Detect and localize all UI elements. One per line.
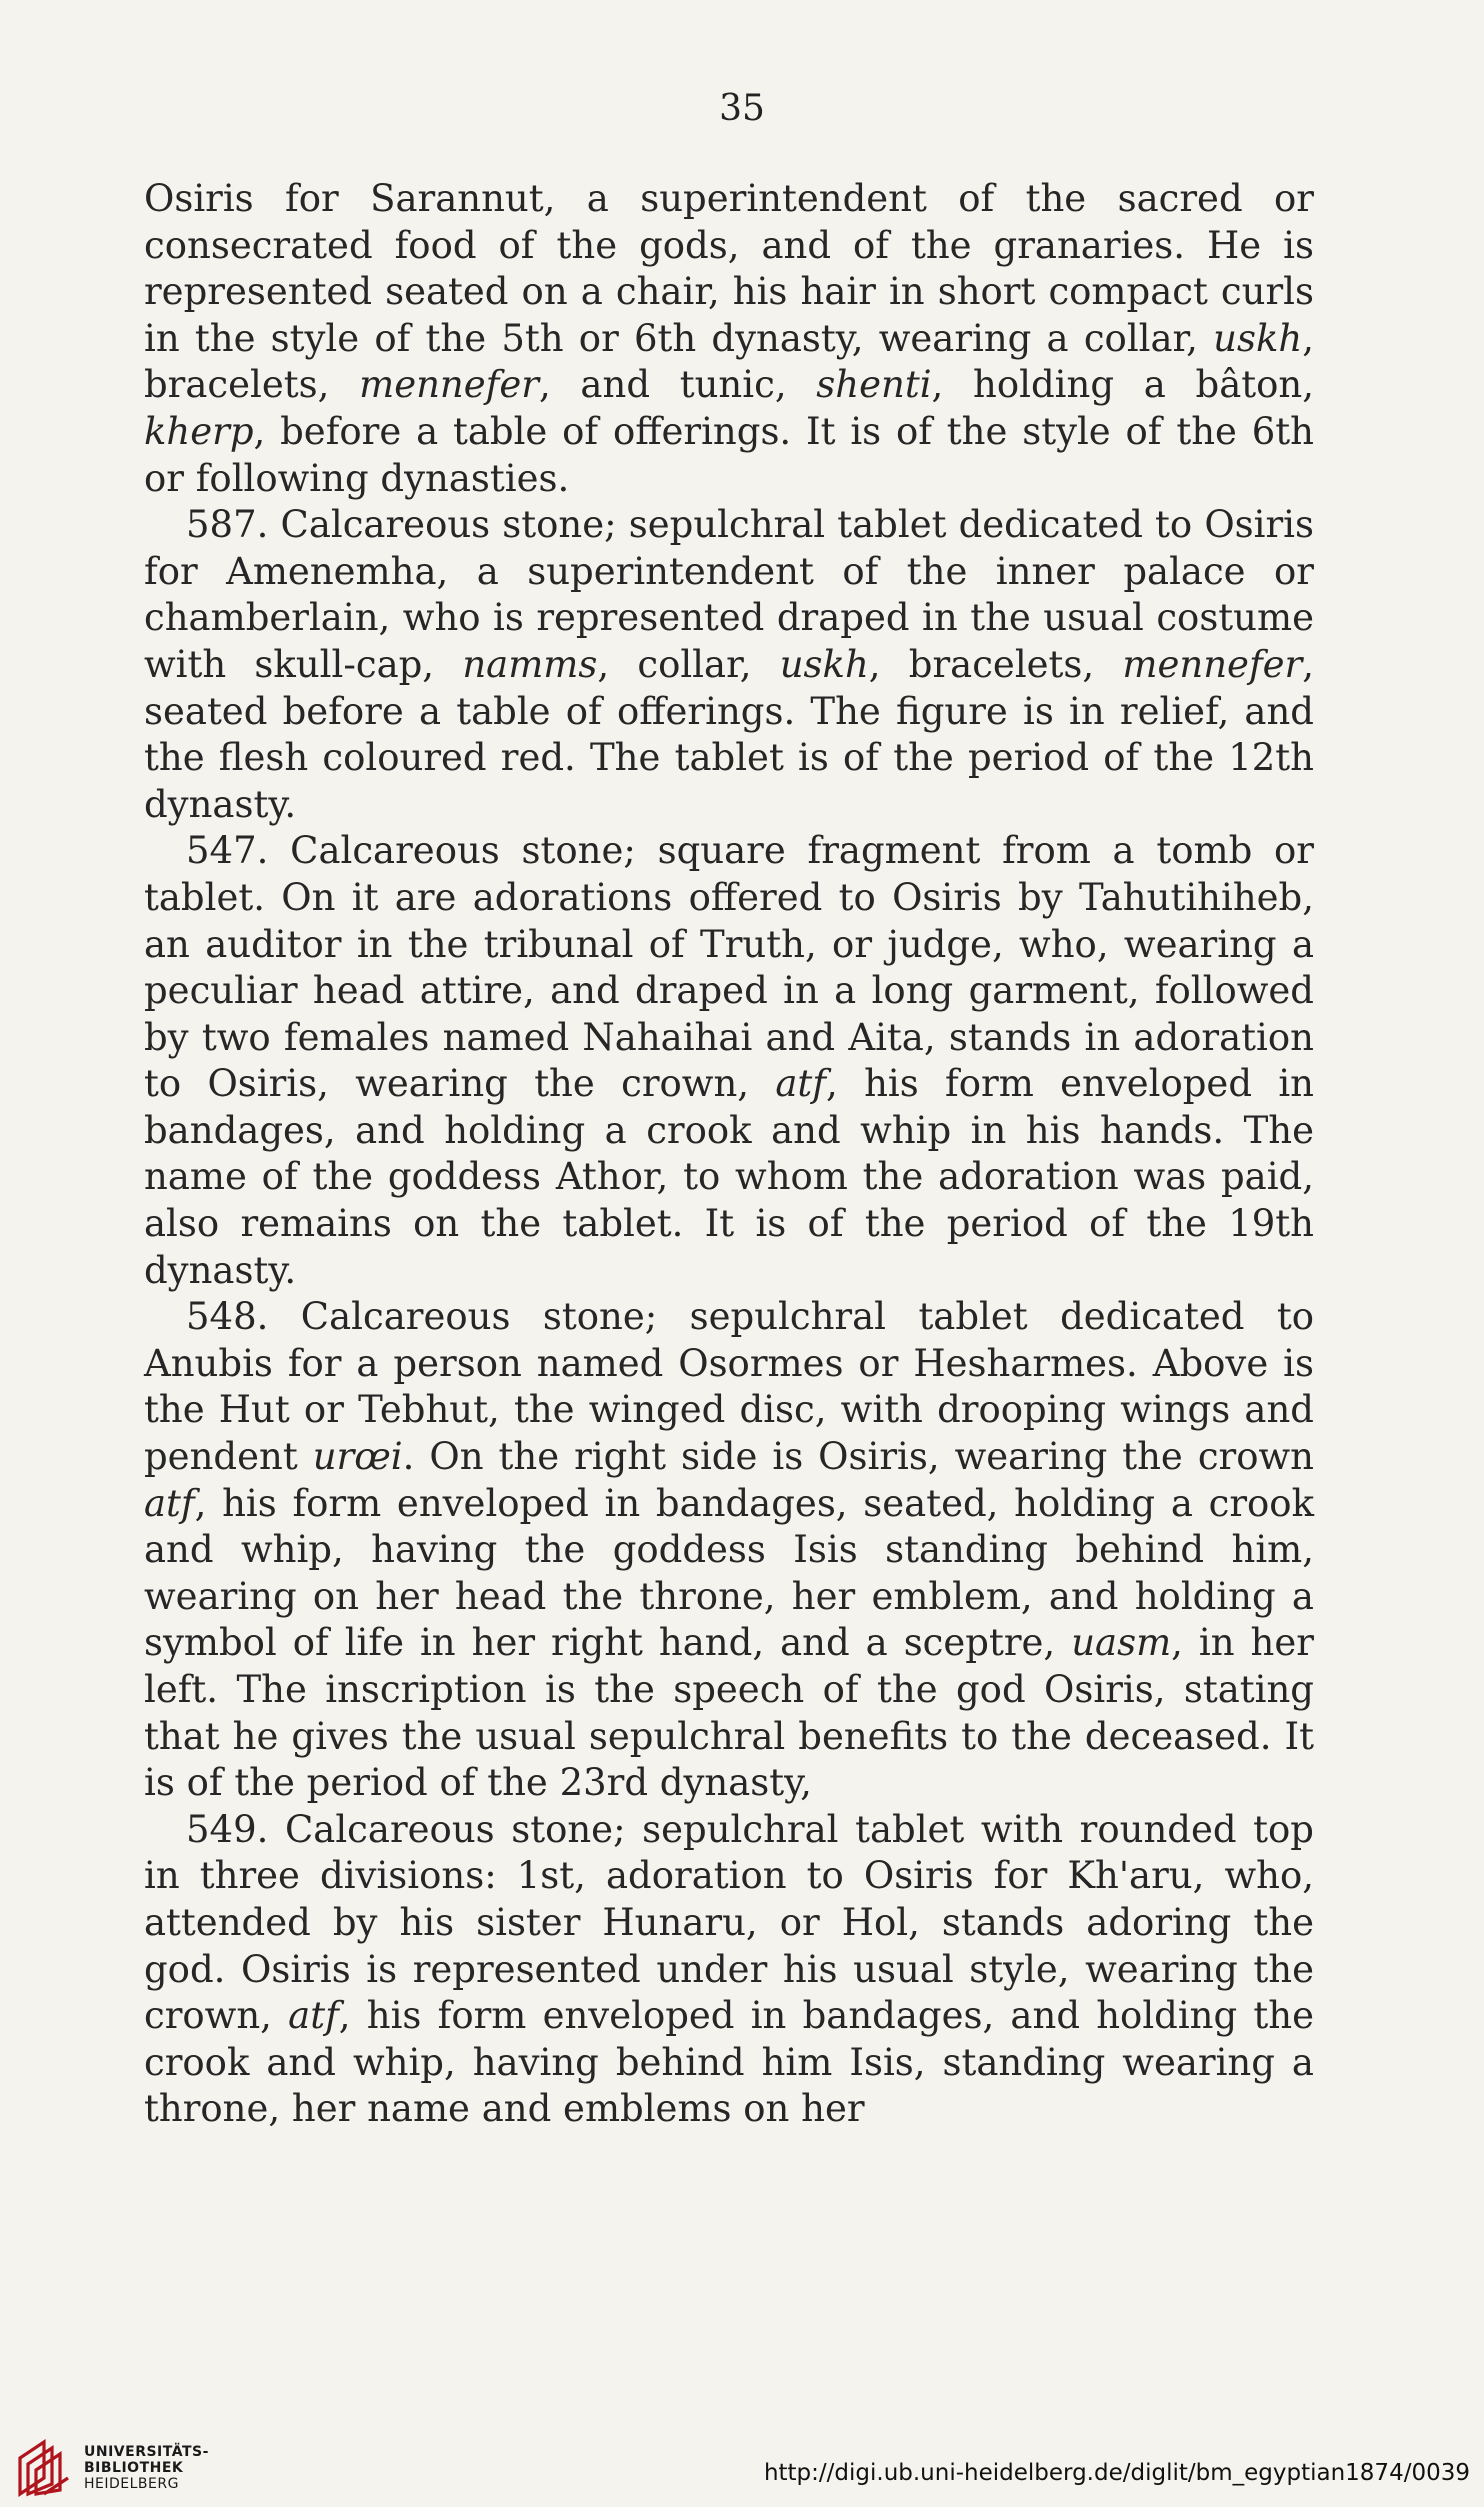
- text-run: , his form enveloped in bandages, and holding the crook and whip, having behind him Isis, standing wearing a throne, her name and emblems on her: [144, 1994, 1314, 2131]
- paragraph-continuation: [144, 176, 1314, 502]
- source-url-link[interactable]: http://digi.ub.uni-heidelberg.de/diglit/bm_egyptian1874/0039: [763, 2460, 1470, 2486]
- italic-term: uskh: [779, 642, 869, 686]
- text-run: , holding a bâton,: [931, 363, 1314, 407]
- paragraph-entry-547: [144, 828, 1314, 1294]
- heidelberg-library-logo-icon: [14, 2436, 80, 2500]
- page-number: 35: [719, 88, 765, 129]
- text-run: , bracelets,: [144, 316, 1314, 407]
- italic-term: namms: [462, 642, 598, 686]
- text-run: 549. Calcareous stone; sepulchral tablet with rounded top in three divisions: 1st, adoration to Osiris for Kh'aru, who, attended by his sister Hunaru, or Hol, stands adoring the god. Osiris is represented under his usual style, wearing the crown,: [144, 1807, 1314, 2038]
- text-run: , and tunic,: [538, 363, 817, 407]
- text-run: , bracelets,: [868, 642, 1123, 686]
- text-run: , his form enveloped in bandages, seated, holding a crook and whip, having the goddess Isis standing behind him, wearing on her head the throne, her emblem, and holding a symbol of life in her right hand, and a sceptre,: [144, 1481, 1314, 1665]
- italic-term: atf: [144, 1481, 195, 1525]
- text-run: Osiris for Sarannut, a superintendent of the sacred or consecrated food of the gods, and of the granaries. He is represented seated on a chair, his hair in short compact curls in the style of the 5th or 6th dynasty, wearing a collar,: [144, 177, 1314, 360]
- italic-term: kherp: [144, 409, 254, 453]
- text-run: 587. Calcareous stone; sepulchral tablet dedicated to Osiris for Amenemha, a superintendent of the inner palace or chamberlain, who is represented draped in the usual costume with skull-cap,: [144, 503, 1314, 686]
- italic-term: urœi: [312, 1435, 403, 1479]
- text-run: . On the right side is Osiris, wearing the crown: [402, 1435, 1314, 1479]
- text-run: , seated before a table of offerings. The figure is in relief, and the flesh coloured red. The tablet is of the period of the 12th dynasty.: [144, 642, 1314, 826]
- text-run: 548. Calcareous stone; sepulchral tablet dedicated to Anubis for a person named Osormes or Hesharmes. Above is the Hut or Tebhut, the winged disc, with drooping wings and pendent: [144, 1295, 1314, 1479]
- paragraph-entry-549: [144, 1807, 1314, 2133]
- body-text: [144, 176, 1314, 2133]
- italic-term: shenti: [816, 363, 932, 407]
- footer: [0, 2430, 1484, 2507]
- text-run: , his form enveloped in bandages, and holding a crook and whip in his hands. The name of the goddess Athor, to whom the adoration was paid, also remains on the tablet. It is of the period of the 19th dynasty.: [144, 1062, 1314, 1292]
- italic-term: atf: [775, 1062, 826, 1106]
- italic-term: uskh: [1213, 316, 1303, 360]
- text-run: , before a table of offerings. It is of the style of the 6th or following dynasties.: [144, 409, 1314, 500]
- paragraph-entry-548: [144, 1294, 1314, 1807]
- library-name-line-3: HEIDELBERG: [84, 2476, 179, 2492]
- italic-term: atf: [288, 1994, 339, 2038]
- text-run: , in her left. The inscription is the speech of the god Osiris, stating that he gives the usual sepulchral benefits to the deceased. It is of the period of the 23rd dynasty,: [144, 1621, 1314, 1805]
- text-run: 547. Calcareous stone; square fragment from a tomb or tablet. On it are adorations offered to Osiris by Tahutihiheb, an auditor in the tribunal of Truth, or judge, who, wearing a peculiar head attire, and draped in a long garment, followed by two females named Nahaihai and Aita, stands in adoration to Osiris, wearing the crown,: [144, 829, 1314, 1106]
- italic-term: uasm: [1071, 1621, 1172, 1665]
- library-name-line-2: BIBLIOTHEK: [84, 2460, 184, 2476]
- text-run: , collar,: [597, 642, 780, 686]
- italic-term: mennefer: [359, 363, 539, 407]
- library-name: [84, 2444, 209, 2492]
- library-name-line-1: UNIVERSITÄTS-: [84, 2444, 209, 2460]
- italic-term: mennefer: [1122, 642, 1303, 686]
- paragraph-entry-587: [144, 502, 1314, 828]
